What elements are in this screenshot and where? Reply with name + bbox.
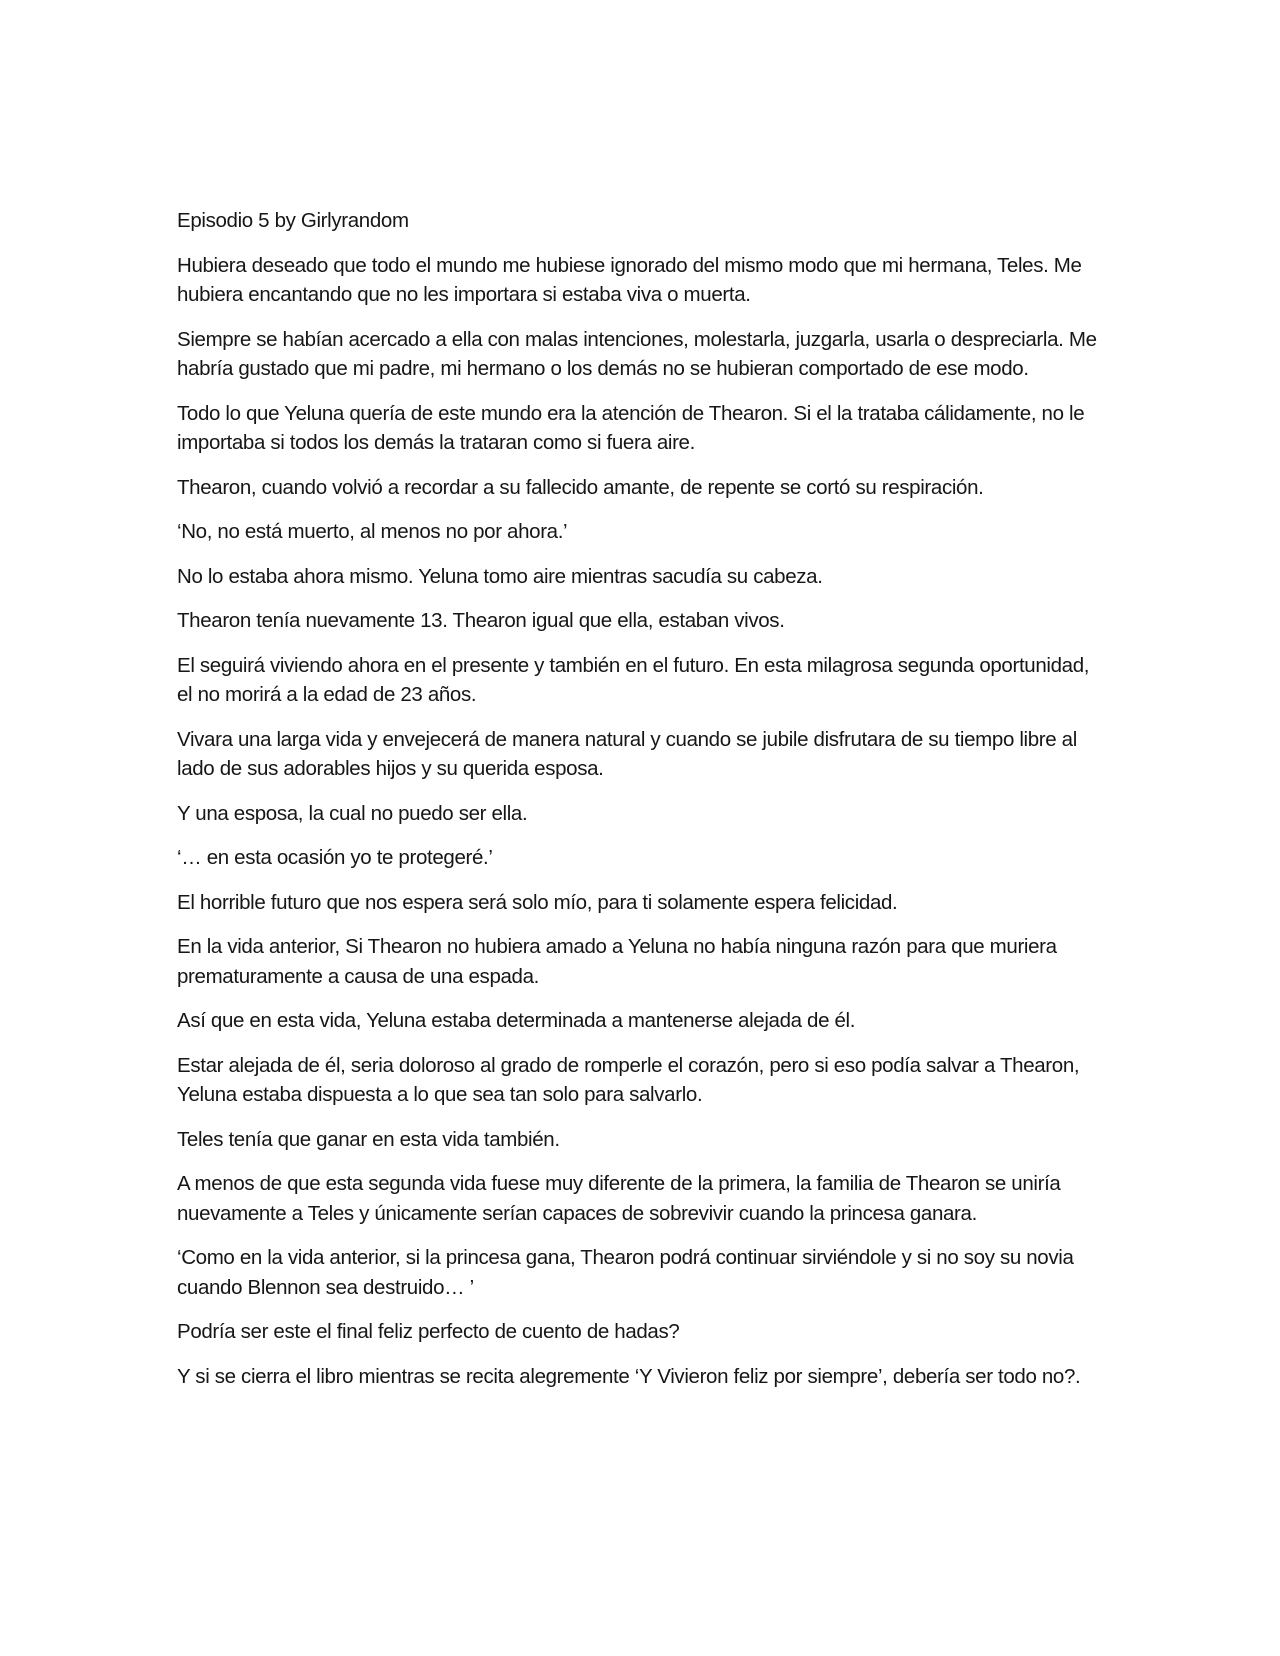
paragraph-11: ‘… en esta ocasión yo te protegeré.’ [177, 846, 493, 869]
paragraph-4: Thearon, cuando volvió a recordar a su fallecido amante, de repente se cortó su respiración. [177, 475, 984, 499]
paragraph-15: Estar alejada de él, seria doloroso al grado de romperle el corazón, pero si eso podía salvar a Thearon, Yeluna estaba dispuesta a lo que sea tan solo para salvarlo. [177, 1053, 1080, 1106]
paragraph-2: Siempre se habían acercado a ella con malas intenciones, molestarla, juzgarla, usarla o despreciarla. Me habría gustado que mi padre, mi hermano o los demás no se hubieran comportado de ese modo. [177, 327, 1097, 380]
paragraph-3: Todo lo que Yeluna quería de este mundo era la atención de Thearon. Si el la trataba cálidamente, no le importaba si todos los demás la trataran como si fuera aire. [177, 401, 1085, 454]
paragraph-9: Vivara una larga vida y envejecerá de manera natural y cuando se jubile disfrutara de su tiempo libre al lado de sus adorables hijos y su querida esposa. [177, 727, 1077, 780]
paragraph-16: Teles tenía que ganar en esta vida también. [177, 1127, 560, 1151]
paragraph-14: Así que en esta vida, Yeluna estaba determinada a mantenerse alejada de él. [177, 1009, 856, 1032]
paragraph-10: Y una esposa, la cual no puedo ser ella. [177, 801, 528, 825]
paragraph-20: Y si se cierra el libro mientras se recita alegremente ‘Y Vivieron feliz por siempre’, debería ser todo no?. [177, 1364, 1081, 1388]
paragraph-19: Podría ser este el final feliz perfecto de cuento de hadas? [177, 1320, 680, 1343]
paragraph-8: El seguirá viviendo ahora en el presente y también en el futuro. En esta milagrosa segunda oportunidad, el no morirá a la edad de 23 años. [177, 653, 1090, 706]
paragraph-1: Hubiera deseado que todo el mundo me hubiese ignorado del mismo modo que mi hermana, Teles. Me hubiera encantando que no les importara si estaba viva o muerta. [177, 253, 1082, 306]
paragraph-13: En la vida anterior, Si Thearon no hubiera amado a Yeluna no había ninguna razón para que muriera prematuramente a causa de una espada. [177, 935, 1057, 988]
paragraph-6: No lo estaba ahora mismo. Yeluna tomo aire mientras sacudía su cabeza. [177, 564, 823, 588]
paragraph-12: El horrible futuro que nos espera será solo mío, para ti solamente espera felicidad. [177, 890, 898, 914]
paragraph-5: ‘No, no está muerto, al menos no por ahora.’ [177, 520, 568, 543]
paragraph-17: A menos de que esta segunda vida fuese muy diferente de la primera, la familia de Thearon se uniría nuevamente a Teles y únicamente serían capaces de sobrevivir cuando la princesa ganara. [177, 1172, 1061, 1225]
paragraph-7: Thearon tenía nuevamente 13. Thearon igual que ella, estaban vivos. [177, 609, 785, 632]
document-page [177, 206, 1107, 1406]
paragraph-18: ‘Como en la vida anterior, si la princesa gana, Thearon podrá continuar sirviéndole y si no soy su novia cuando Blennon sea destruido… ’ [177, 1246, 1074, 1299]
document-title: Episodio 5 by Girlyrandom [177, 209, 409, 232]
